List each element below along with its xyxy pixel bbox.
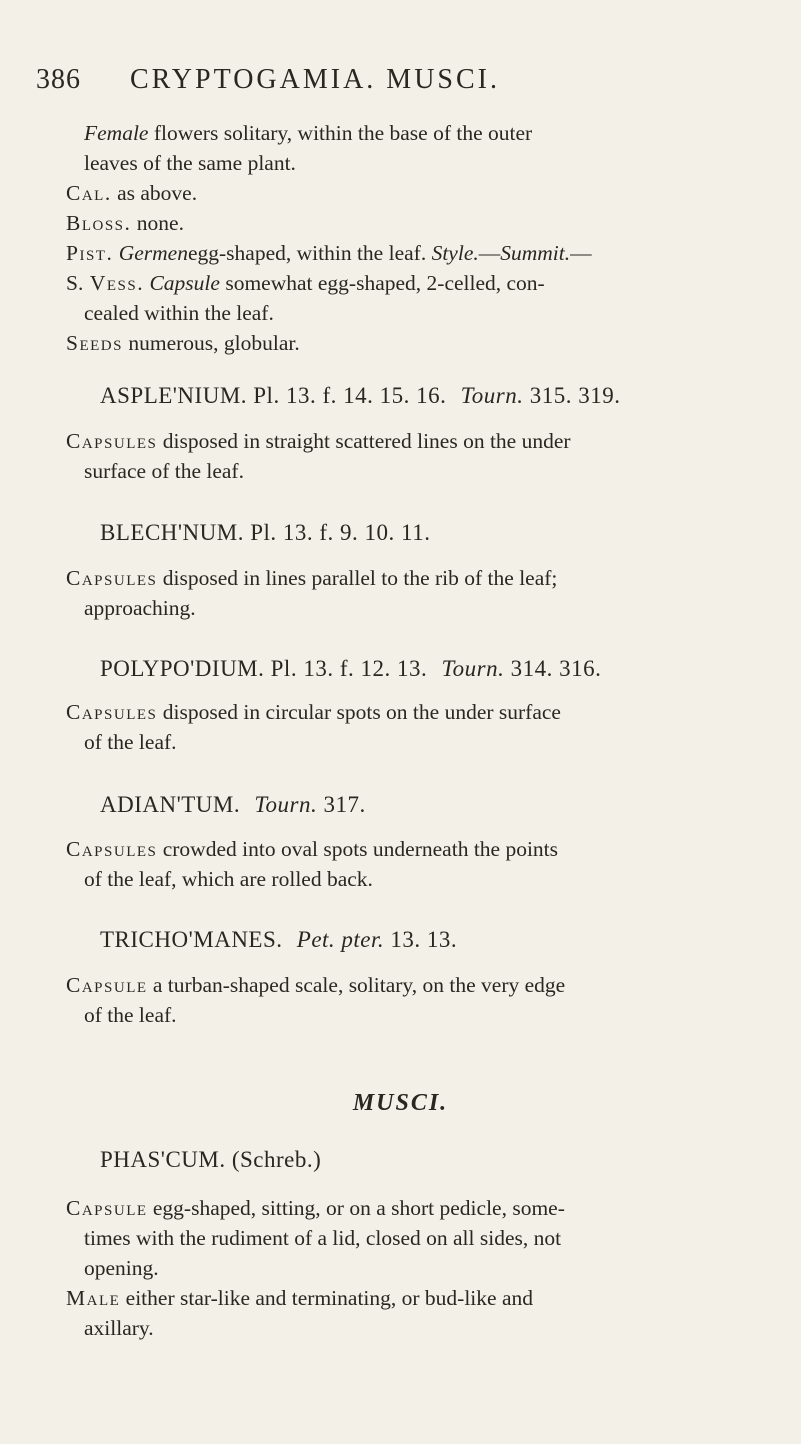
phascum-text-cont2: opening.	[84, 1256, 159, 1280]
phascum-male-description	[66, 1283, 776, 1343]
female-label: Female	[84, 121, 149, 145]
female-text-cont: leaves of the same plant.	[84, 151, 296, 175]
trichomanes-description	[66, 970, 776, 1030]
genus-adiantum	[100, 792, 366, 818]
asplenium-description	[66, 426, 776, 486]
adiantum-text: crowded into oval spots underneath the points	[157, 837, 559, 861]
phascum-description	[66, 1193, 776, 1283]
blechnum-text-cont: approaching.	[84, 596, 196, 620]
capsules-label: Capsules	[66, 429, 158, 453]
blechnum-text: disposed in lines parallel to the rib of the leaf;	[157, 566, 558, 590]
pist-text: egg-shaped, within the leaf.	[187, 241, 432, 265]
vess-text: somewhat egg-shaped, 2-celled, con-	[219, 271, 545, 295]
summit-label: Summit.	[500, 241, 571, 265]
reference-numbers: 314. 316.	[510, 656, 602, 681]
male-text-cont: axillary.	[84, 1316, 154, 1340]
vess-paragraph	[66, 268, 776, 328]
page-header	[36, 64, 776, 104]
genus-polypodium	[100, 656, 601, 682]
adiantum-text-cont: of the leaf, which are rolled back.	[84, 867, 373, 891]
capsule-label: Capsule	[66, 1196, 148, 1220]
capsules-label: Capsules	[66, 700, 158, 724]
cal-label: Cal.	[66, 181, 112, 205]
genus-blechnum	[100, 520, 430, 546]
genus-phascum	[100, 1147, 321, 1173]
capsules-label: Capsules	[66, 837, 158, 861]
trichomanes-text-cont: of the leaf.	[84, 1003, 177, 1027]
capsules-label: Capsules	[66, 566, 158, 590]
running-title: CRYPTOGAMIA. MUSCI.	[130, 64, 500, 95]
capsule-label: Capsule	[66, 973, 148, 997]
vess-text-cont: cealed within the leaf.	[84, 301, 274, 325]
genus-asplenium	[100, 383, 621, 409]
male-text: either star-like and terminating, or bud-like and	[120, 1286, 533, 1310]
cal-line	[66, 178, 776, 208]
reference-label: Tourn.	[254, 792, 318, 817]
style-label: Style.	[431, 241, 479, 265]
dash: —	[570, 241, 592, 265]
capsule-label: Capsule	[144, 271, 220, 295]
dash: —	[478, 241, 501, 265]
bloss-text: none.	[131, 211, 184, 235]
reference-numbers: 13. 13.	[390, 927, 458, 952]
pist-line	[66, 238, 776, 268]
adiantum-description	[66, 834, 776, 894]
genus-trichomanes	[100, 927, 457, 953]
male-label: Male	[66, 1286, 121, 1310]
seeds-label: Seeds	[66, 331, 123, 355]
phascum-text-cont1: times with the rudiment of a lid, closed on all sides, not	[84, 1226, 562, 1250]
bloss-line	[66, 208, 776, 238]
page-number: 386	[36, 64, 81, 95]
genus-blechnum-name: BLECH'NUM. Pl. 13. f. 9. 10. 11.	[100, 520, 431, 545]
genus-polypodium-name: POLYPO'DIUM. Pl. 13. f. 12. 13.	[100, 656, 428, 681]
section-heading-musci: MUSCI.	[352, 1090, 449, 1116]
phascum-text: egg-shaped, sitting, or on a short pedicle, some-	[147, 1196, 565, 1220]
reference-numbers: 317.	[323, 792, 366, 817]
genus-asplenium-name: ASPLE'NIUM. Pl. 13. f. 14. 15. 16.	[100, 383, 447, 408]
seeds-line	[66, 328, 776, 358]
trichomanes-text: a turban-shaped scale, solitary, on the very edge	[147, 973, 566, 997]
reference-label: Pet. pter.	[296, 927, 385, 952]
reference-label: Tourn.	[441, 656, 505, 681]
germen-label: Germen	[113, 241, 188, 265]
genus-trichomanes-name: TRICHO'MANES.	[100, 927, 283, 952]
female-flowers-paragraph	[66, 118, 776, 178]
pist-label: Pist.	[66, 241, 114, 265]
genus-adiantum-name: ADIAN'TUM.	[100, 792, 241, 817]
reference-numbers: 315. 319.	[529, 383, 621, 408]
polypodium-description	[66, 697, 776, 757]
asplenium-text-cont: surface of the leaf.	[84, 459, 244, 483]
asplenium-text: disposed in straight scattered lines on the under	[157, 429, 571, 453]
seeds-text: numerous, globular.	[122, 331, 300, 355]
vess-label: Vess.	[83, 271, 145, 295]
s-label: S.	[66, 271, 84, 295]
female-text: flowers solitary, within the base of the outer	[148, 121, 533, 145]
genus-phascum-name: PHAS'CUM. (Schreb.)	[100, 1147, 322, 1172]
cal-text: as above.	[111, 181, 198, 205]
reference-label: Tourn.	[460, 383, 524, 408]
bloss-label: Bloss.	[66, 211, 132, 235]
blechnum-description	[66, 563, 776, 623]
polypodium-text: disposed in circular spots on the under surface	[157, 700, 561, 724]
polypodium-text-cont: of the leaf.	[84, 730, 177, 754]
